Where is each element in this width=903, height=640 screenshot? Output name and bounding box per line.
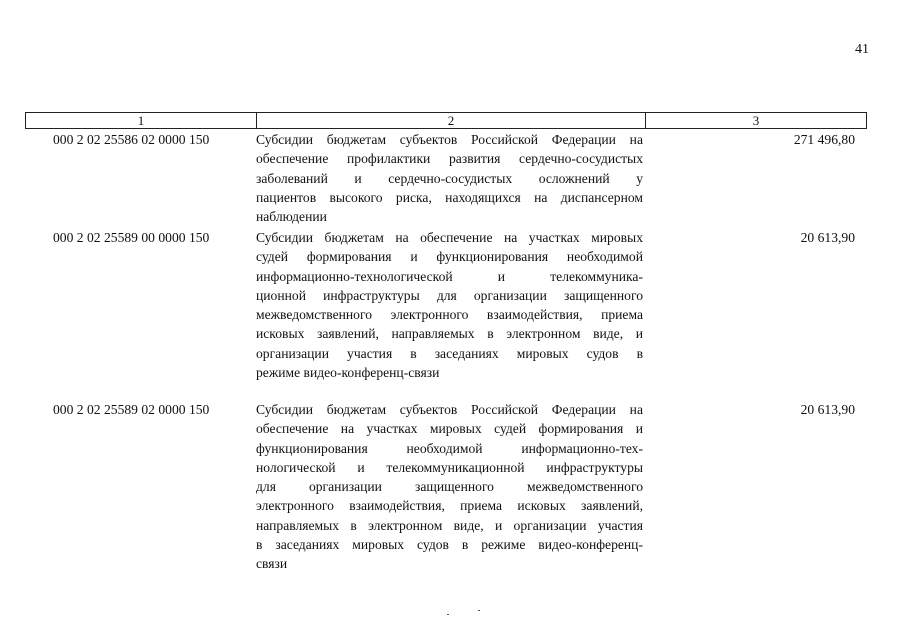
row-amount: 20 613,90: [800, 402, 855, 417]
row-description: [256, 228, 643, 382]
table-header: [25, 112, 867, 129]
scan-speck: [447, 614, 449, 615]
description-line: обеспечение на участках мировых судей формирования и: [256, 421, 643, 437]
description-line: исковых заявлений, направляемых в электронном виде, и: [256, 326, 643, 342]
row-description: [256, 400, 643, 574]
description-line: связи: [256, 556, 288, 572]
description-line: межведомственного электронного взаимодействия, приема: [256, 307, 643, 323]
description-line: электронного взаимодействия, приема исковых заявлений,: [256, 498, 643, 514]
description-line: функционирования необходимой информационно-тех-: [256, 440, 643, 456]
table-header-col2: 2: [257, 113, 646, 128]
table-header-col1: 1: [26, 113, 257, 128]
description-line: Субсидии бюджетам на обеспечение на участках мировых: [256, 230, 643, 245]
row-amount: 271 496,80: [793, 132, 855, 147]
description-line: нологической и телекоммуникационной инфраструктуры: [256, 459, 643, 475]
description-line: ционной инфраструктуры для организации защищенного: [256, 287, 643, 303]
description-line: Субсидии бюджетам субъектов Российской Федерации на: [256, 402, 643, 417]
description-line: наблюдении: [256, 209, 327, 225]
budget-code: 000 2 02 25589 02 0000 150: [53, 402, 210, 417]
description-line: режиме видео-конференц-связи: [256, 365, 440, 381]
description-line: обеспечение профилактики развития сердечно-сосудистых: [256, 151, 643, 167]
scan-speck: [478, 610, 480, 611]
description-line: для организации защищенного межведомственного: [256, 479, 643, 495]
page-number: 41: [855, 42, 869, 57]
row-amount: 20 613,90: [800, 230, 855, 245]
row-description: [256, 130, 643, 226]
description-line: в заседаниях мировых судов в режиме видео-конференц-: [256, 537, 643, 553]
description-line: пациентов высокого риска, находящихся на диспансерном: [256, 189, 643, 205]
description-line: информационно-технологической и телекоммуника-: [256, 268, 643, 284]
description-line: заболеваний и сердечно-сосудистых осложнений у: [256, 170, 643, 186]
description-line: судей формирования и функционирования необходимой: [256, 249, 643, 265]
table-header-col3: 3: [752, 113, 760, 128]
description-line: организации участия в заседаниях мировых судов в: [256, 345, 643, 361]
budget-code: 000 2 02 25589 00 0000 150: [53, 230, 210, 245]
description-line: Субсидии бюджетам субъектов Российской Федерации на: [256, 132, 643, 147]
budget-code: 000 2 02 25586 02 0000 150: [53, 132, 210, 147]
description-line: направляемых в электронном виде, и организации участия: [256, 517, 643, 533]
